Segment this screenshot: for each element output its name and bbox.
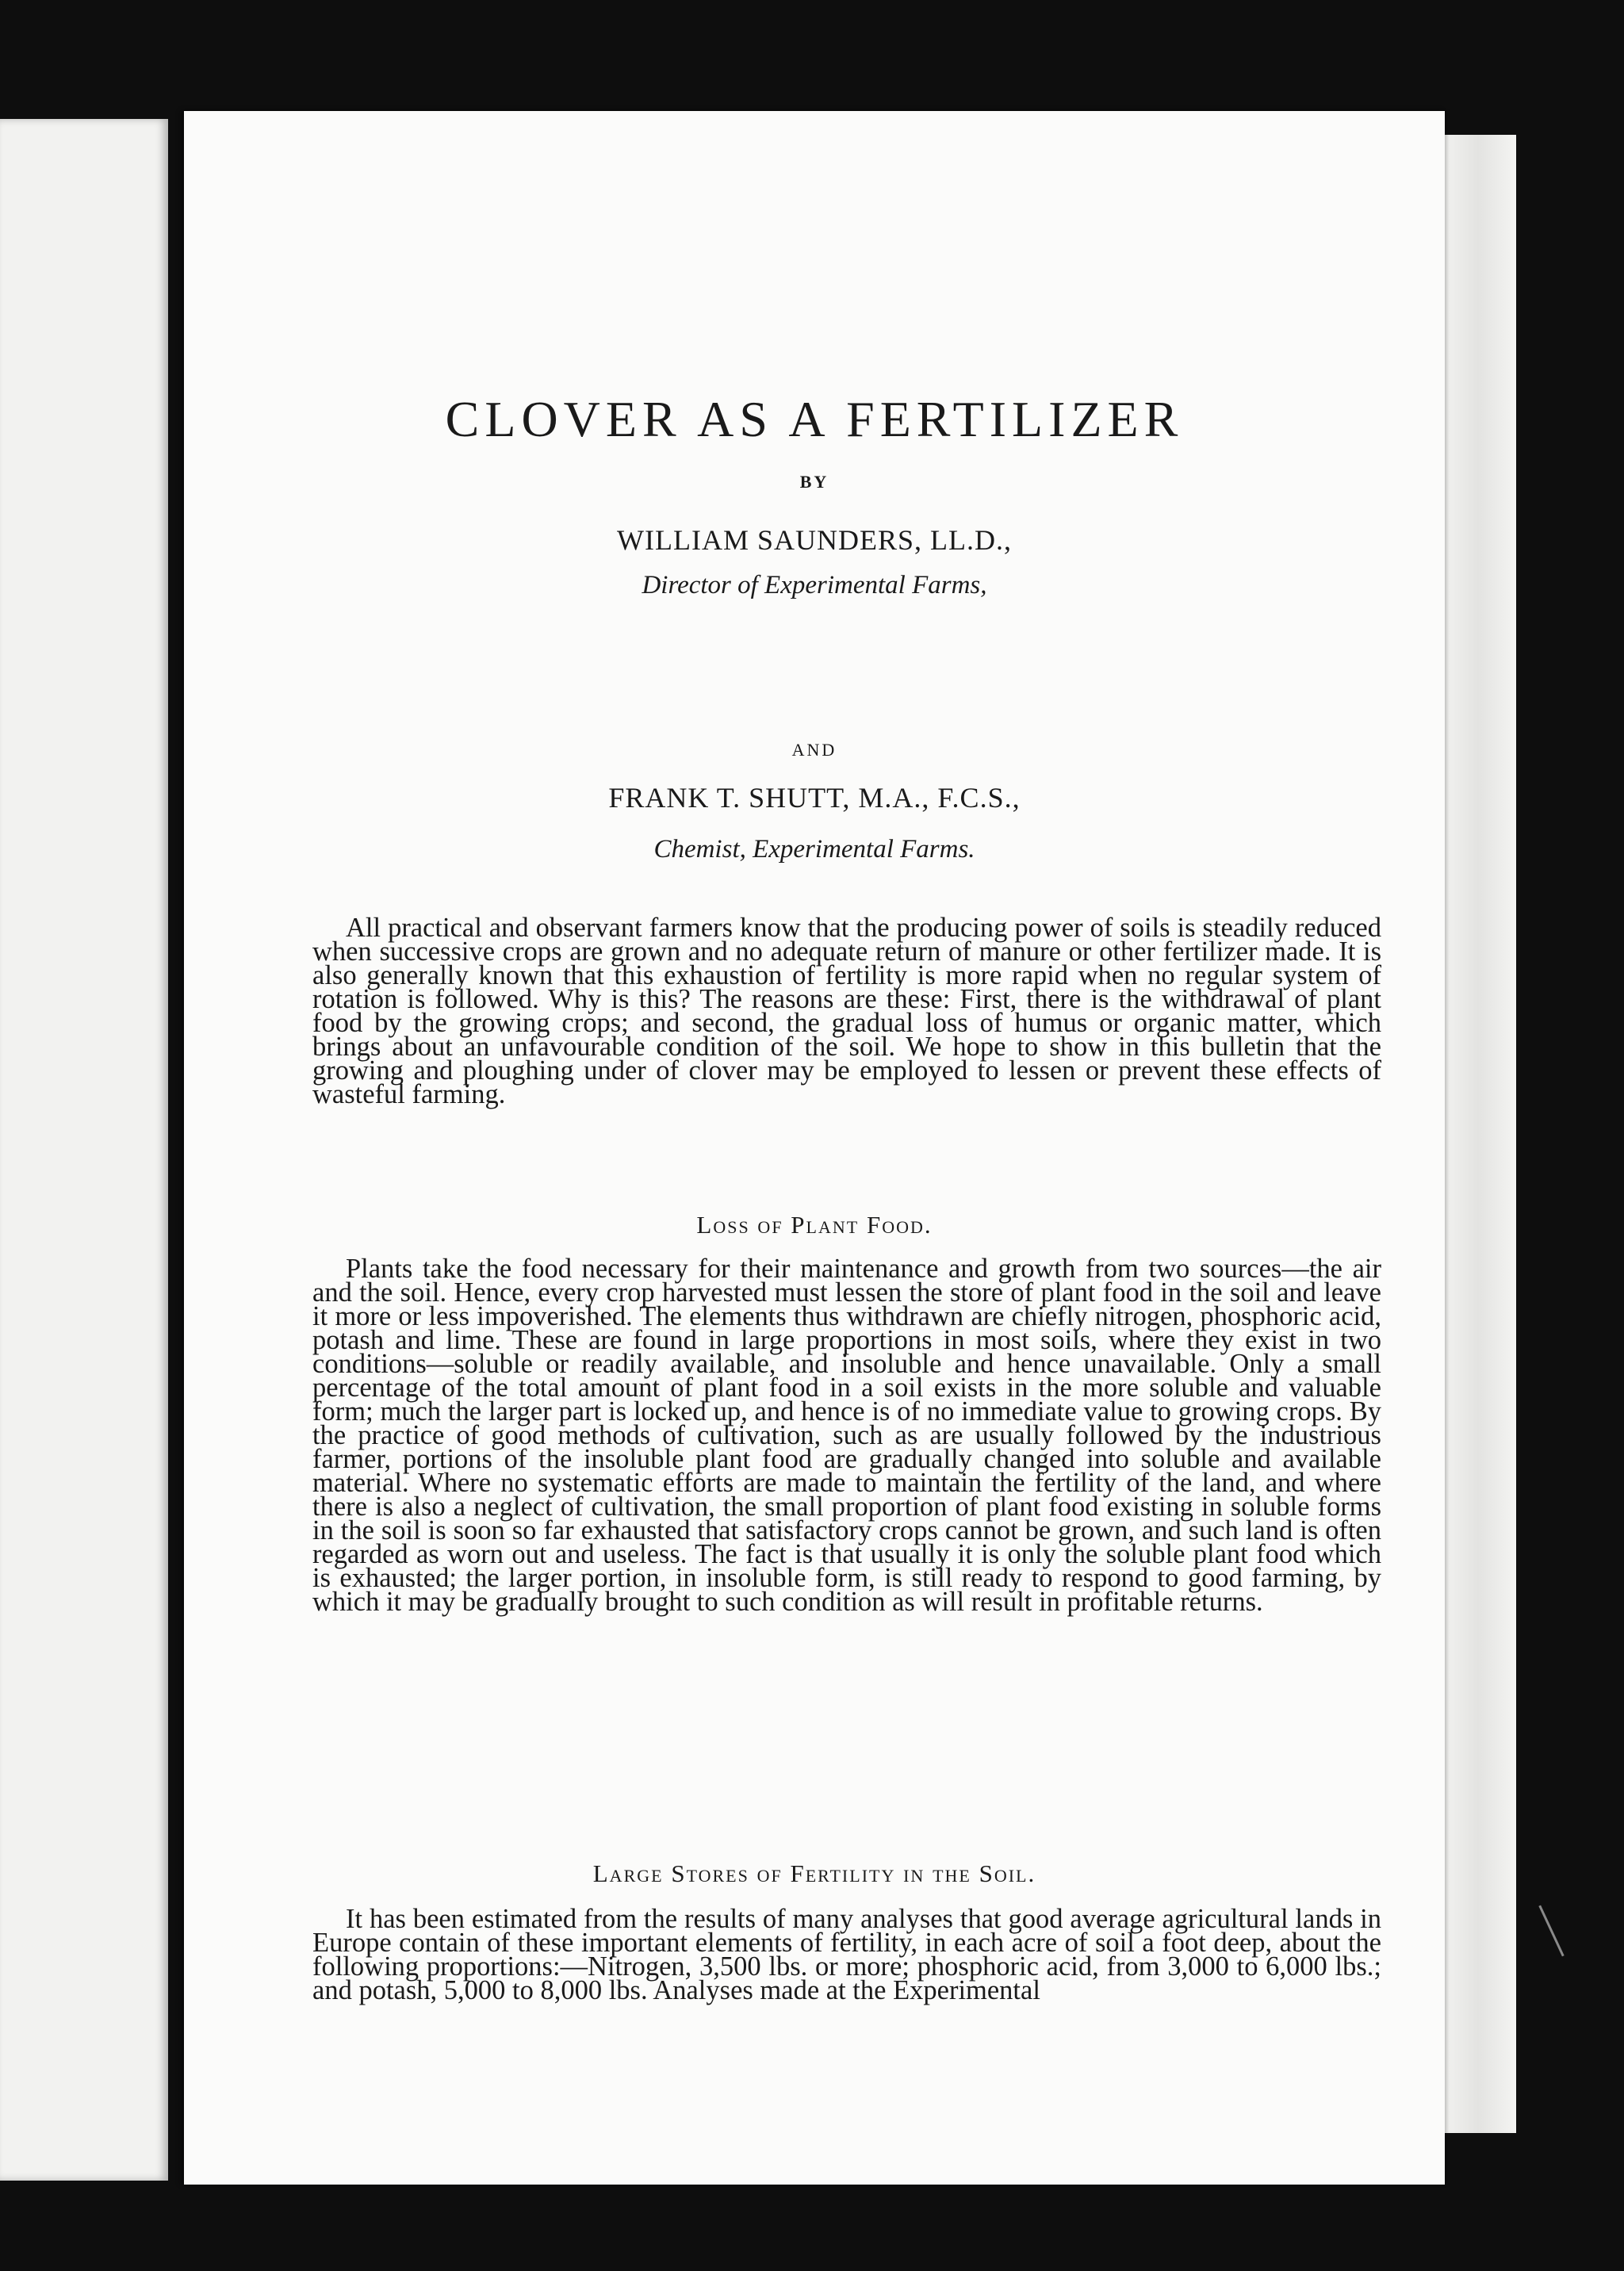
paragraph-loss-of-plant-food: Plants take the food necessary for their maintenance and growth from two sources—the air and the soil. Hence, every crop harvested must lessen the store of plant food in the soil and leave it more or less impoverished. The elements thus withdrawn are chiefly nitrogen, phosphoric acid, potash and lime. These are found in large proportions in most soils, where they exist in two conditions—soluble or readily available, and insoluble and hence unavailable. Only a small percentage of the total amount of plant food in a soil exists in the more soluble and valuable form; much the larger part is locked up, and hence is of no immediate value to growing crops. By the practice of good methods of cultivation, such as are usually followed by the industrious farmer, portions of the insoluble plant food are gradually changed into soluble and available material. Where no systematic efforts are made to maintain the fertility of the land, and where there is also a neglect of cultivation, the small proportion of plant food existing in soluble forms in the soil is soon so far exhausted that satisfactory crops cannot be grown, and such land is often regarded as worn out and useless. The fact is that usually it is only the soluble plant food which is exhausted; the larger portion, in insoluble form, is still ready to respond to good farming, by which it may be gradually brought to such condition as will result in profitable returns. — [312, 1254, 1381, 1617]
document-title: CLOVER AS A FERTILIZER — [445, 391, 1184, 447]
section-heading-loss-of-plant-food: Loss of Plant Food. — [696, 1211, 933, 1239]
paragraph-intro: All practical and observant farmers know that the producing power of soils is steadily reduced when successive crops are grown and no adequate return of manure or other fertilizer made. It is also generally known that this exhaustion of fertility is more rapid when no regular system of rotation is followed. Why is this? The reasons are these: First, there is the withdrawal of plant food by the growing crops; and second, the gradual loss of humus or organic matter, which brings about an unfavourable condition of the soil. We hope to show in this bulletin that the growing and ploughing under of clover may be employed to lessen or prevent these effects of wasteful farming. — [312, 913, 1381, 1109]
section-heading-large-stores: Large Stores of Fertility in the Soil. — [592, 1859, 1036, 1887]
facing-page — [0, 119, 168, 2181]
author-2-name: FRANK T. SHUTT, M.A., F.C.S., — [608, 782, 1021, 814]
paragraph-large-stores: It has been estimated from the results of many analyses that good average agricultural lands in Europe contain of these important elements of fertility, in each acre of soil a foot deep, about the following proportions:—Nitrogen, 3,500 lbs. or more; phosphoric acid, from 3,000 to 6,000 lbs.; and potash, 5,000 to 8,000 lbs. Analyses made at the Experimental — [312, 1904, 1381, 2005]
author-1-role: Director of Experimental Farms, — [642, 571, 987, 599]
author-1-name: WILLIAM SAUNDERS, LL.D., — [617, 524, 1012, 556]
byline-and: AND — [791, 740, 837, 760]
author-2-role: Chemist, Experimental Farms. — [653, 835, 975, 864]
byline-by: BY — [799, 472, 829, 492]
document-page — [184, 111, 1445, 2185]
